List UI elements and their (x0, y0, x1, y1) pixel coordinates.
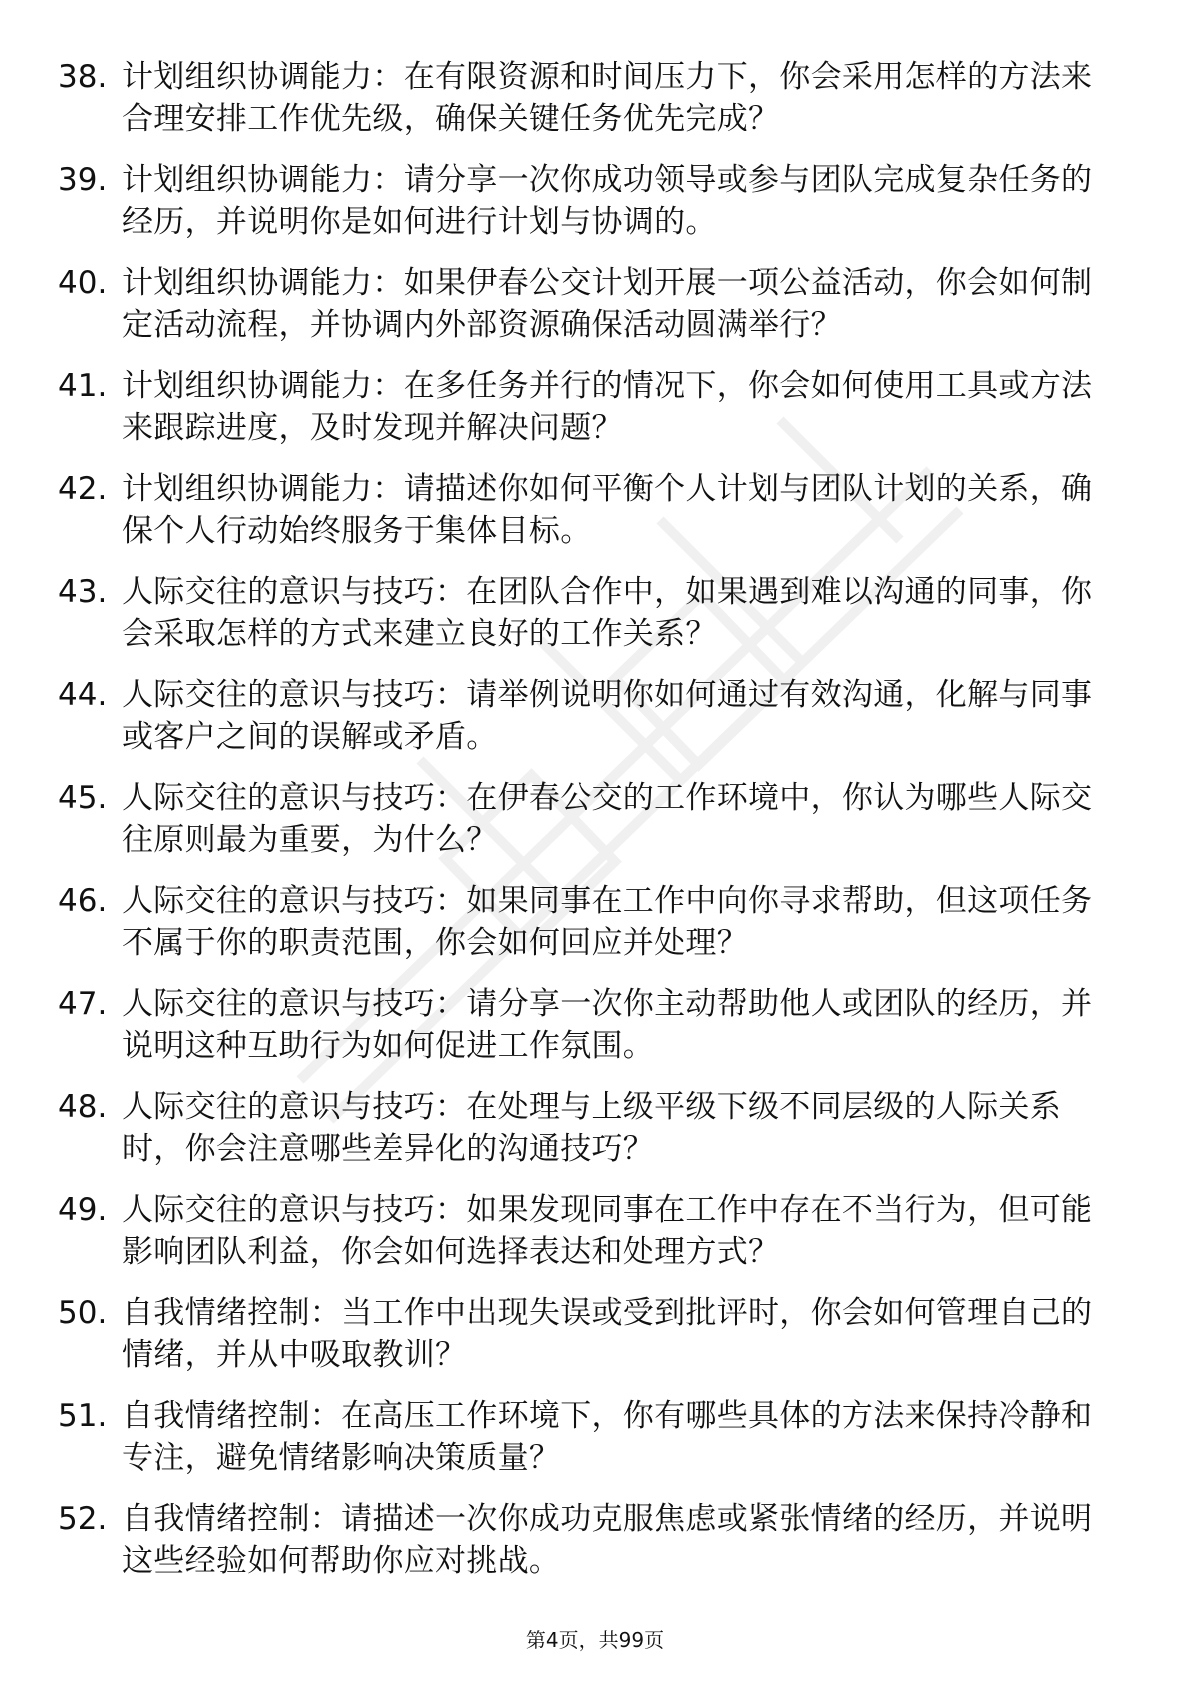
question-text: 自我情绪控制：在高压工作环境下，你有哪些具体的方法来保持冷静和专注，避免情绪影响决策质量？ (122, 1398, 1093, 1476)
question-item (58, 880, 1118, 983)
question-number: 48. (58, 1089, 108, 1125)
question-text: 人际交往的意识与技巧：如果发现同事在工作中存在不当行为，但可能影响团队利益，你会如何选择表达和处理方式？ (122, 1192, 1093, 1270)
question-number: 45. (58, 780, 108, 816)
question-item (58, 159, 1118, 262)
question-number: 41. (58, 368, 108, 404)
question-item (58, 1395, 1118, 1498)
question-item (58, 56, 1118, 159)
question-text: 计划组织协调能力：请分享一次你成功领导或参与团队完成复杂任务的经历，并说明你是如何进行计划与协调的。 (122, 162, 1093, 240)
question-number: 47. (58, 986, 108, 1022)
question-text: 计划组织协调能力：如果伊春公交计划开展一项公益活动，你会如何制定活动流程，并协调内外部资源确保活动圆满举行？ (122, 265, 1093, 343)
question-item (58, 777, 1118, 880)
question-text: 人际交往的意识与技巧：请举例说明你如何通过有效沟通，化解与同事或客户之间的误解或矛盾。 (122, 677, 1093, 755)
question-list (58, 56, 1118, 1601)
question-number: 50. (58, 1295, 108, 1331)
question-number: 51. (58, 1398, 108, 1434)
question-number: 49. (58, 1192, 108, 1228)
question-text: 人际交往的意识与技巧：在处理与上级平级下级不同层级的人际关系时，你会注意哪些差异化的沟通技巧？ (122, 1089, 1061, 1167)
question-text: 计划组织协调能力：请描述你如何平衡个人计划与团队计划的关系，确保个人行动始终服务于集体目标。 (122, 471, 1093, 549)
page-number-label: 第4页，共99页 (525, 1628, 665, 1652)
question-item (58, 1292, 1118, 1395)
question-number: 39. (58, 162, 108, 198)
question-item (58, 262, 1118, 365)
question-text: 计划组织协调能力：在多任务并行的情况下，你会如何使用工具或方法来跟踪进度，及时发现并解决问题？ (122, 368, 1093, 446)
question-number: 38. (58, 59, 108, 95)
question-text: 人际交往的意识与技巧：如果同事在工作中向你寻求帮助，但这项任务不属于你的职责范围，你会如何回应并处理？ (122, 883, 1093, 961)
question-item (58, 1086, 1118, 1189)
question-number: 42. (58, 471, 108, 507)
question-item (58, 571, 1118, 674)
question-number: 43. (58, 574, 108, 610)
question-text: 人际交往的意识与技巧：在伊春公交的工作环境中，你认为哪些人际交往原则最为重要，为什么？ (122, 780, 1093, 858)
question-item (58, 983, 1118, 1086)
question-item (58, 674, 1118, 777)
question-text: 人际交往的意识与技巧：请分享一次你主动帮助他人或团队的经历，并说明这种互助行为如何促进工作氛围。 (122, 986, 1093, 1064)
question-item (58, 468, 1118, 571)
page-footer (0, 1628, 1190, 1652)
question-number: 44. (58, 677, 108, 713)
question-item (58, 1498, 1118, 1601)
question-text: 人际交往的意识与技巧：在团队合作中，如果遇到难以沟通的同事，你会采取怎样的方式来建立良好的工作关系？ (122, 574, 1093, 652)
question-item (58, 1189, 1118, 1292)
question-text: 自我情绪控制：当工作中出现失误或受到批评时，你会如何管理自己的情绪，并从中吸取教训？ (122, 1295, 1093, 1373)
question-text: 自我情绪控制：请描述一次你成功克服焦虑或紧张情绪的经历，并说明这些经验如何帮助你应对挑战。 (122, 1501, 1093, 1579)
question-number: 40. (58, 265, 108, 301)
question-item (58, 365, 1118, 468)
question-number: 46. (58, 883, 108, 919)
question-number: 52. (58, 1501, 108, 1537)
question-text: 计划组织协调能力：在有限资源和时间压力下，你会采用怎样的方法来合理安排工作优先级，确保关键任务优先完成？ (122, 59, 1093, 137)
